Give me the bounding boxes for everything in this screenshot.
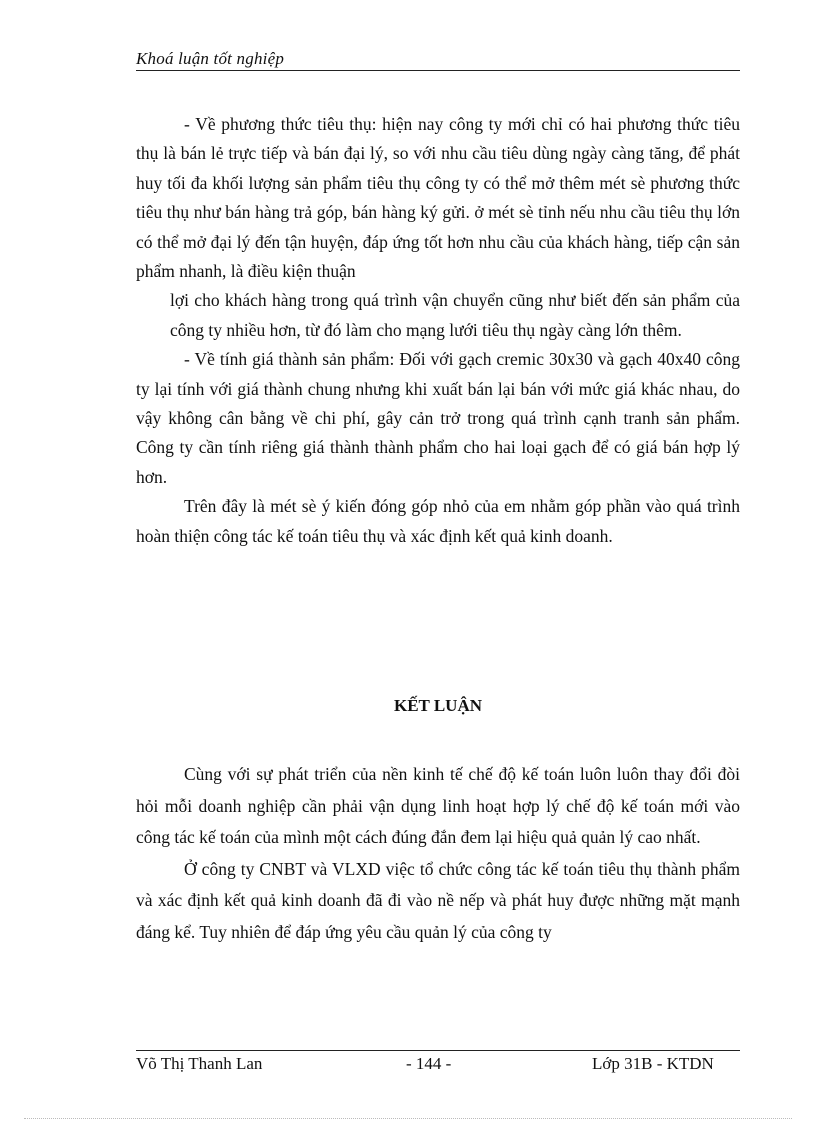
- conclusion-section: [136, 759, 740, 949]
- footer-author: Võ Thị Thanh Lan: [136, 1054, 263, 1073]
- header-title: Khoá luận tốt nghiệp: [136, 49, 285, 68]
- paragraph-sales-methods-continued: lợi cho khách hàng trong quá trình vận chuyển cũng như biết đến sản phẩm của công ty nhiều hơn, từ đó làm cho mạng lưới tiêu thụ ngày càng lớn thêm.: [170, 290, 740, 340]
- footer-class: Lớp 31B - KTDN: [592, 1054, 714, 1073]
- page-edge-divider: [24, 1118, 792, 1119]
- paragraph-product-costing: - Về tính giá thành sản phẩm: Đối với gạch cremic 30x30 và gạch 40x40 công ty lại tính với giá thành chung nhưng khi xuất bán lại bán với mức giá khác nhau, do vậy không cân bằng về chi phí, gây cản trở trong quá trình cạnh tranh sản phẩm. Công ty cần tính riêng giá thành thành phẩm cho hai loại gạch để có giá bán hợp lý hơn.: [136, 349, 740, 487]
- conclusion-paragraph: Cùng với sự phát triển của nền kinh tế chế độ kế toán luôn luôn thay đổi đòi hỏi mỗi doanh nghiệp cần phải vận dụng linh hoạt hợp lý chế độ kế toán mới vào công tác kế toán của mình một cách đúng đắn đem lại hiệu quả quản lý cao nhất.: [136, 764, 740, 848]
- body-section: [136, 110, 740, 551]
- header-divider: [136, 70, 740, 71]
- paragraph-sales-methods: - Về phương thức tiêu thụ: hiện nay công ty mới chỉ có hai phương thức tiêu thụ là bán lẻ trực tiếp và bán đại lý, so với nhu cầu tiêu dùng ngày càng tăng, để phát huy tối đa khối lượng sản phẩm tiêu thụ công ty có thể mở thêm mét sè phương thức tiêu thụ như bán hàng trả góp, bán hàng ký gửi. ở mét sè tỉnh nếu nhu cầu tiêu thụ lớn có thể mở đại lý đến tận huyện, đáp ứng tốt hơn nhu cầu của khách hàng, tiếp cận sản phẩm nhanh, là điều kiện thuận: [136, 114, 740, 282]
- conclusion-heading: KẾT LUẬN: [393, 696, 482, 715]
- conclusion-paragraph: Ở công ty CNBT và VLXD việc tổ chức công tác kế toán tiêu thụ thành phẩm và xác định kết quả kinh doanh đã đi vào nề nếp và phát huy được những mặt mạnh đáng kể. Tuy nhiên để đáp ứng yêu cầu quản lý của công ty: [136, 858, 740, 942]
- footer-divider: [136, 1050, 740, 1051]
- paragraph-summary: Trên đây là mét sè ý kiến đóng góp nhỏ của em nhằm góp phần vào quá trình hoàn thiện công tác kế toán tiêu thụ và xác định kết quả kinh doanh.: [136, 496, 740, 546]
- footer-page-number: - 144 -: [406, 1054, 452, 1073]
